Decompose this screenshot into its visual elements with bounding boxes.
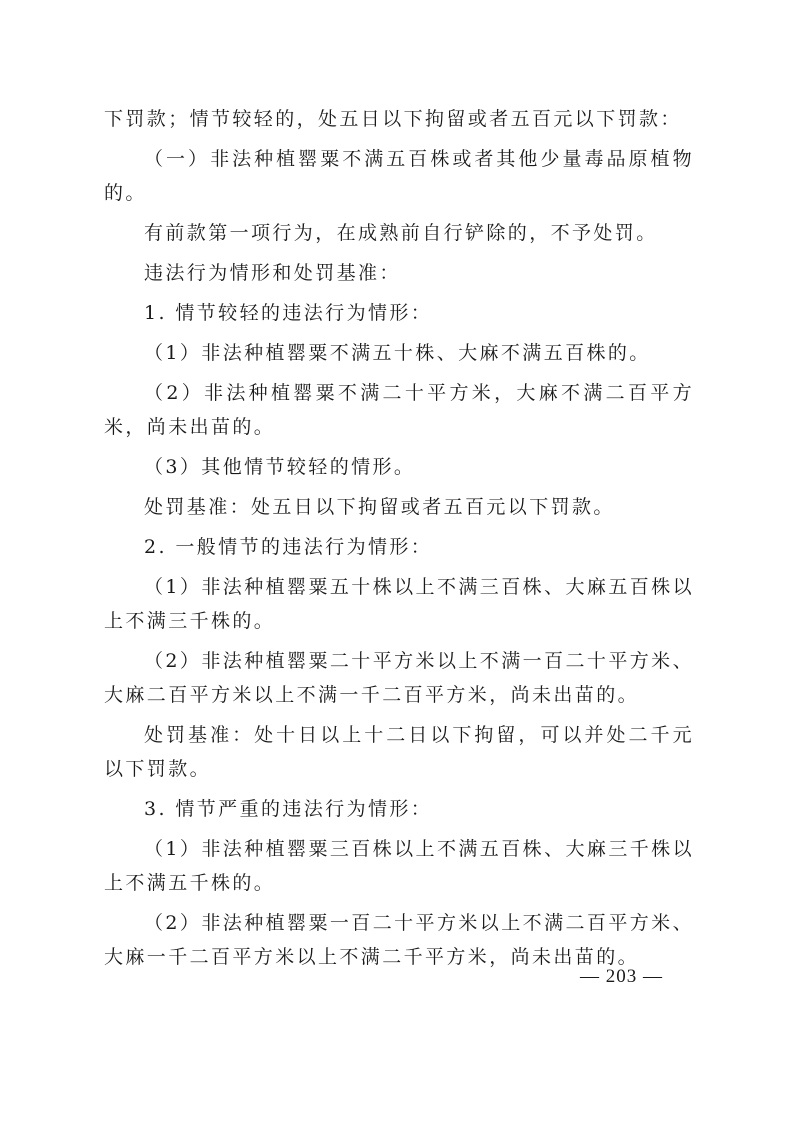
paragraph-9: 处罚基准：处五日以下拘留或者五百元以下罚款。 [144,496,615,518]
paragraph-3: 有前款第一项行为，在成熟前自行铲除的，不予处罚。 [144,222,658,244]
page-number: — 203 — [580,966,663,987]
paragraph-10: 2. 一般情节的违法行为情形： [144,536,433,558]
paragraph-1: 下罚款；情节较轻的，处五日以下拘留或者五百元以下罚款： [104,108,682,130]
paragraph-15: （1）非法种植罂粟三百株以上不满五百株、大麻三千株以上不满五千株的。 [104,838,694,894]
paragraph-5: 1. 情节较轻的违法行为情形： [144,302,433,324]
paragraph-13: 处罚基准：处十日以上十二日以下拘留，可以并处二千元以下罚款。 [104,724,694,780]
paragraph-14: 3. 情节严重的违法行为情形： [144,798,433,820]
paragraph-4: 违法行为情形和处罚基准： [144,262,401,284]
paragraph-11: （1）非法种植罂粟五十株以上不满三百株、大麻五百株以上不满三千株的。 [104,576,694,632]
paragraph-2: （一）非法种植罂粟不满五百株或者其他少量毒品原植物的。 [104,148,694,204]
body-text [104,102,694,980]
paragraph-8: （3）其他情节较轻的情形。 [144,456,416,478]
paragraph-7: （2）非法种植罂粟不满二十平方米，大麻不满二百平方米，尚未出苗的。 [104,382,694,438]
paragraph-12: （2）非法种植罂粟二十平方米以上不满一百二十平方米、大麻二百平方米以上不满一千二百平方米，尚未出苗的。 [104,650,694,706]
paragraph-16: （2）非法种植罂粟一百二十平方米以上不满二百平方米、大麻一千二百平方米以上不满二千平方米，尚未出苗的。 [104,912,694,968]
paragraph-6: （1）非法种植罂粟不满五十株、大麻不满五百株的。 [144,342,651,364]
